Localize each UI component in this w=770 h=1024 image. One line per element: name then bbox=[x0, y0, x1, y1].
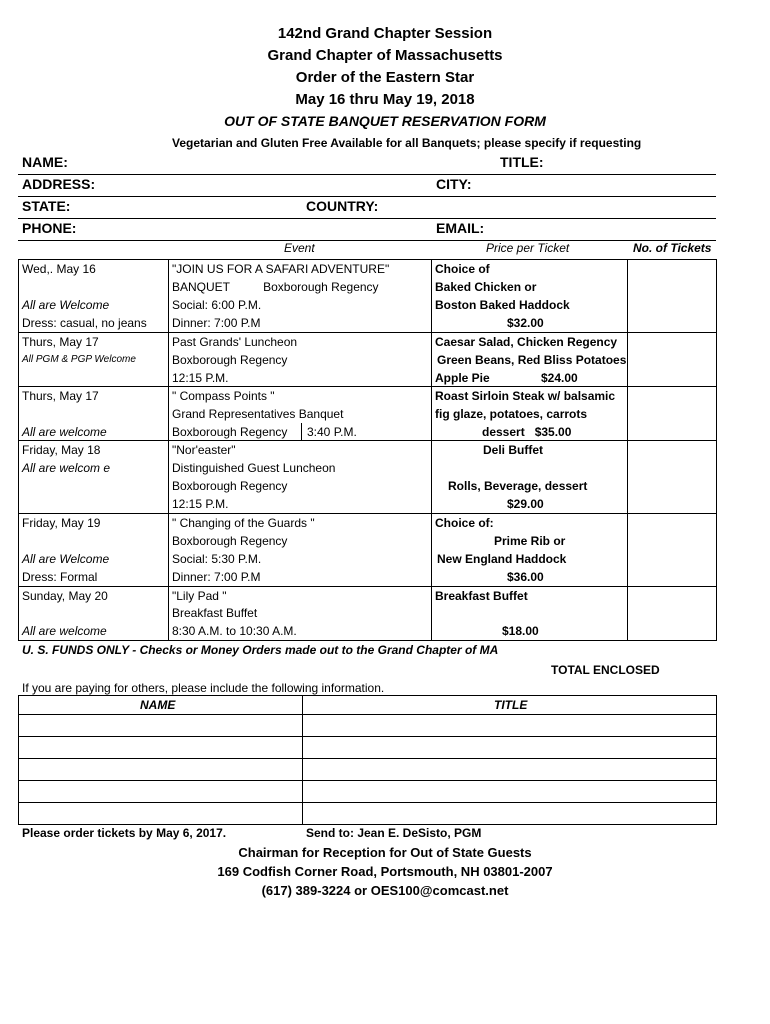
event-menu: Green Beans, Red Bliss Potatoes bbox=[437, 353, 627, 367]
event-name: Past Grands' Luncheon bbox=[172, 335, 298, 349]
event-detail: Dinner: 7:00 P.M bbox=[172, 316, 261, 330]
header-line-1: 142nd Grand Chapter Session bbox=[277, 25, 493, 42]
event-price: $36.00 bbox=[507, 570, 544, 584]
event-date: Sunday, May 20 bbox=[22, 589, 108, 603]
total-enclosed-label: TOTAL ENCLOSED bbox=[551, 663, 660, 677]
event-menu: New England Haddock bbox=[437, 552, 567, 566]
funds-note: U. S. FUNDS ONLY - Checks or Money Orders made out to the Grand Chapter of MA bbox=[22, 643, 499, 657]
event-menu: Caesar Salad, Chicken Regency bbox=[435, 335, 618, 349]
form-title: OUT OF STATE BANQUET RESERVATION FORM bbox=[224, 113, 546, 129]
mailing-address: 169 Codfish Corner Road, Portsmouth, NH 03801-2007 bbox=[217, 864, 553, 879]
divider bbox=[18, 240, 716, 241]
event-menu: Baked Chicken or bbox=[435, 280, 537, 294]
event-menu: Choice of: bbox=[435, 516, 494, 530]
event-menu: Rolls, Beverage, dessert bbox=[448, 479, 588, 493]
order-deadline: Please order tickets by May 6, 2017. bbox=[22, 826, 227, 840]
others-name-header: NAME bbox=[140, 698, 176, 712]
event-menu: Roast Sirloin Steak w/ balsamic bbox=[435, 389, 616, 403]
event-menu: fig glaze, potatoes, carrots bbox=[435, 407, 588, 421]
header-line-2: Grand Chapter of Massachusetts bbox=[267, 47, 503, 64]
event-note: All are Welcome bbox=[22, 552, 110, 566]
event-date: Friday, May 18 bbox=[22, 443, 101, 457]
event-detail: Boxborough Regency bbox=[172, 353, 288, 367]
event-note: All are welcome bbox=[22, 425, 107, 439]
event-detail: Boxborough Regency bbox=[172, 479, 288, 493]
header-line-3: Order of the Eastern Star bbox=[295, 69, 475, 86]
event-date: Friday, May 19 bbox=[22, 516, 101, 530]
tickets-column-header: No. of Tickets bbox=[633, 241, 712, 255]
event-date: Thurs, May 17 bbox=[22, 389, 99, 403]
event-detail: Social: 6:00 P.M. bbox=[172, 298, 262, 312]
chairman-title: Chairman for Reception for Out of State Guests bbox=[238, 845, 532, 860]
event-name: "JOIN US FOR A SAFARI ADVENTURE" bbox=[172, 262, 390, 276]
event-detail: Breakfast Buffet bbox=[172, 606, 258, 620]
city-label: CITY: bbox=[436, 176, 472, 192]
dietary-note: Vegetarian and Gluten Free Available for all Banquets; please specify if requesting bbox=[172, 136, 642, 150]
event-note: All are welcome bbox=[22, 624, 107, 638]
event-price: $32.00 bbox=[507, 316, 544, 330]
event-detail: Boxborough Regency bbox=[172, 425, 288, 439]
event-detail: Distinguished Guest Luncheon bbox=[172, 461, 336, 475]
divider bbox=[18, 196, 716, 197]
event-name: " Changing of the Guards " bbox=[172, 516, 315, 530]
event-detail: 12:15 P.M. bbox=[172, 497, 229, 511]
divider bbox=[18, 218, 716, 219]
event-note: All PGM & PGP Welcome bbox=[22, 354, 136, 365]
event-date: Thurs, May 17 bbox=[22, 335, 99, 349]
event-menu: Boston Baked Haddock bbox=[435, 298, 570, 312]
name-label: NAME: bbox=[22, 154, 68, 170]
event-menu: Apple Pie bbox=[435, 371, 490, 385]
header-line-4: May 16 thru May 19, 2018 bbox=[295, 91, 475, 108]
event-menu: Breakfast Buffet bbox=[435, 589, 528, 603]
phone-label: PHONE: bbox=[22, 220, 77, 236]
others-title-header: TITLE bbox=[494, 698, 528, 712]
contact-info: (617) 389-3224 or OES100@comcast.net bbox=[261, 883, 509, 898]
event-detail: 8:30 A.M. to 10:30 A.M. bbox=[172, 624, 297, 638]
event-detail: Grand Representatives Banquet bbox=[172, 407, 344, 421]
others-note: If you are paying for others, please include the following information. bbox=[22, 681, 385, 695]
event-menu: Prime Rib or bbox=[494, 534, 566, 548]
event-price: $24.00 bbox=[541, 371, 578, 385]
event-note: All are Welcome bbox=[22, 298, 110, 312]
event-detail: Dinner: 7:00 P.M bbox=[172, 570, 261, 584]
country-label: COUNTRY: bbox=[306, 198, 379, 214]
address-label: ADDRESS: bbox=[22, 176, 96, 192]
send-to: Send to: Jean E. DeSisto, PGM bbox=[306, 826, 482, 840]
event-note: All are welcom e bbox=[22, 461, 111, 475]
event-date: Wed,. May 16 bbox=[22, 262, 96, 276]
event-name: " Compass Points " bbox=[172, 389, 275, 403]
event-detail: Social: 5:30 P.M. bbox=[172, 552, 262, 566]
event-detail: 12:15 P.M. bbox=[172, 371, 229, 385]
event-name: "Nor'easter" bbox=[172, 443, 236, 457]
event-price: dessert $35.00 bbox=[482, 425, 572, 439]
price-column-header: Price per Ticket bbox=[486, 241, 570, 255]
event-detail: Boxborough Regency bbox=[172, 534, 288, 548]
event-price: $18.00 bbox=[502, 624, 539, 638]
event-name: "Lily Pad " bbox=[172, 589, 227, 603]
event-menu: Deli Buffet bbox=[483, 443, 543, 457]
event-time: 3:40 P.M. bbox=[307, 425, 357, 439]
divider bbox=[18, 174, 716, 175]
event-detail: BANQUET Boxborough Regency bbox=[172, 280, 379, 294]
event-menu: Choice of bbox=[435, 262, 490, 276]
event-column-header: Event bbox=[284, 241, 315, 255]
email-label: EMAIL: bbox=[436, 220, 485, 236]
title-label: TITLE: bbox=[500, 154, 544, 170]
event-note: Dress: casual, no jeans bbox=[22, 316, 147, 330]
state-label: STATE: bbox=[22, 198, 71, 214]
event-note: Dress: Formal bbox=[22, 570, 98, 584]
event-price: $29.00 bbox=[507, 497, 544, 511]
